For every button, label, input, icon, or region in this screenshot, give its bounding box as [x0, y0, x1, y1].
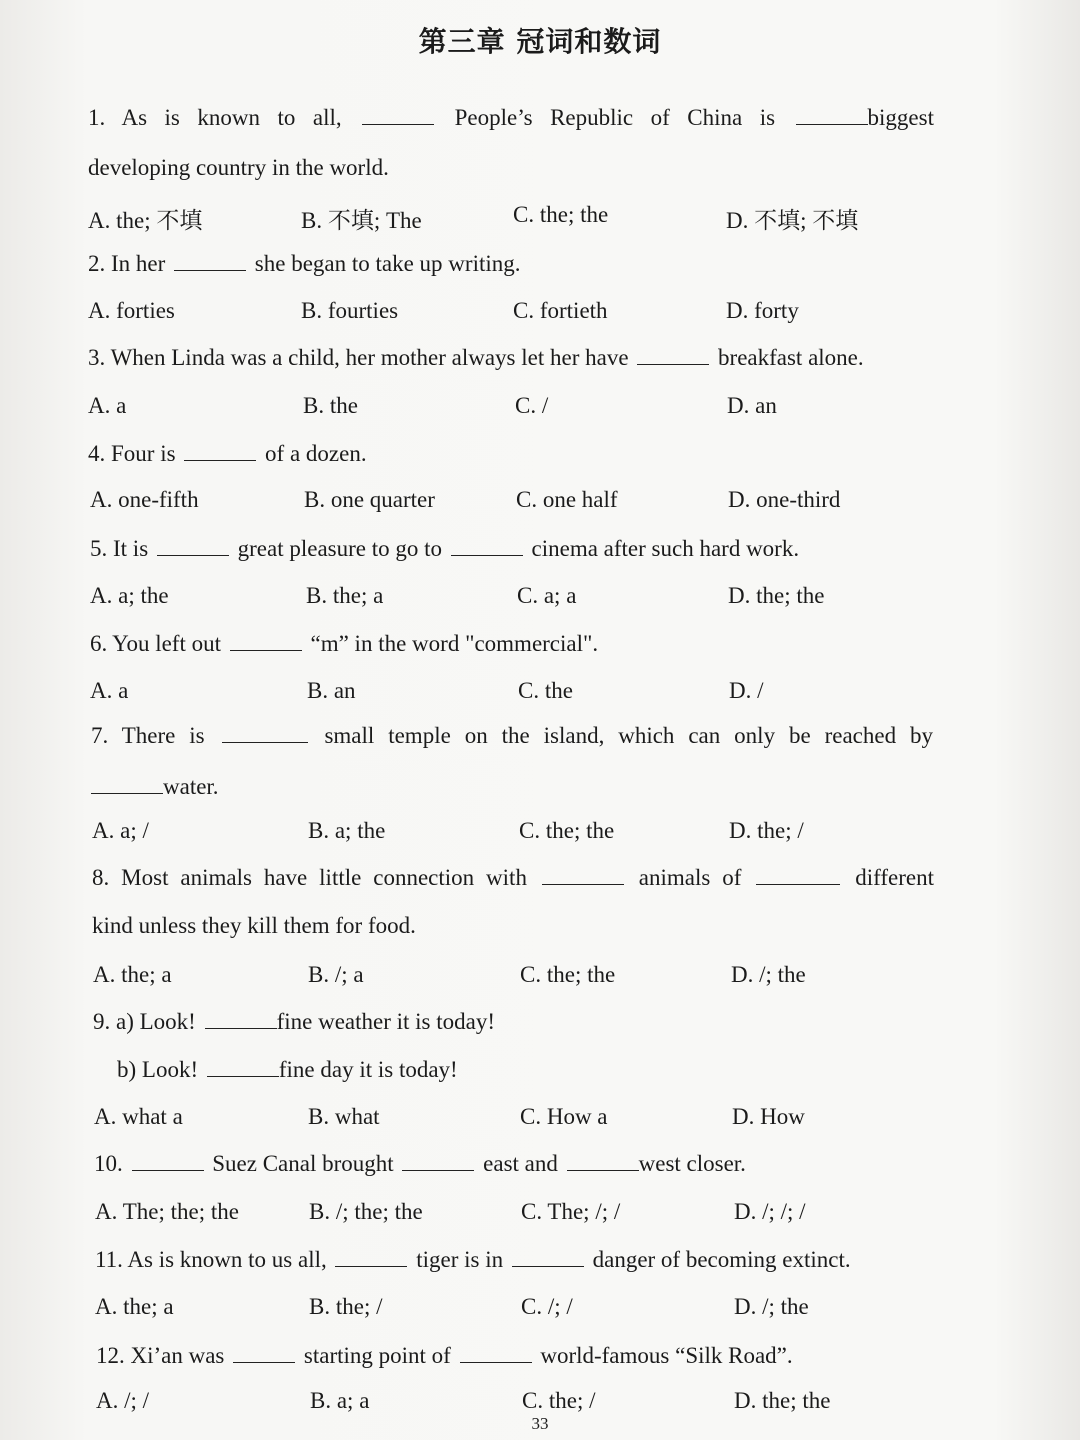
option-c[interactable]: C. The; /; / — [521, 1199, 621, 1224]
question-text: world-famous “Silk Road”. — [540, 1343, 793, 1368]
question-text: starting point of — [303, 1343, 451, 1368]
question-8-line-2: kind unless they kill them for food. — [92, 913, 416, 938]
question-text: 3. When Linda was a child, her mother always let her have — [88, 345, 629, 370]
question-text: 6. You left out — [90, 631, 221, 656]
option-d[interactable]: D. one-third — [728, 487, 841, 512]
option-c[interactable]: C. How a — [520, 1104, 608, 1129]
option-a[interactable]: A. a; / — [92, 818, 149, 843]
question-text: 1. As is known to all, — [88, 105, 342, 130]
answer-blank[interactable] — [132, 1150, 204, 1171]
question-text: fine day it is today! — [278, 1057, 458, 1082]
question-text: tiger is in — [416, 1247, 504, 1272]
question-1-line-1 — [88, 104, 934, 131]
option-d[interactable]: D. /; the — [734, 1294, 809, 1319]
option-d[interactable]: D. the; / — [729, 818, 804, 843]
question-8-line-1 — [92, 864, 934, 891]
answer-blank[interactable] — [796, 104, 868, 125]
option-c[interactable]: C. /; / — [521, 1294, 573, 1319]
answer-blank[interactable] — [460, 1342, 532, 1363]
option-a[interactable]: A. the; a — [93, 962, 172, 987]
answer-blank[interactable] — [233, 1342, 295, 1363]
option-c[interactable]: C. the; the — [519, 818, 615, 843]
option-b[interactable]: B. what — [308, 1104, 380, 1129]
option-a[interactable]: A. one-fifth — [90, 487, 199, 512]
answer-blank[interactable] — [230, 630, 302, 651]
question-text: People’s Republic of China is — [454, 105, 776, 130]
option-b[interactable]: B. the — [303, 393, 358, 418]
answer-blank[interactable] — [174, 250, 246, 271]
option-d[interactable]: D. forty — [726, 298, 799, 323]
question-text: animals of — [638, 865, 742, 890]
option-d[interactable]: D. the; the — [728, 583, 825, 608]
question-2 — [88, 250, 521, 277]
option-a[interactable]: A. forties — [88, 298, 175, 323]
option-d[interactable]: D. /; the — [731, 962, 806, 987]
question-text: 7. There is — [91, 723, 205, 748]
answer-blank[interactable] — [451, 535, 523, 556]
option-b[interactable]: B. a; a — [310, 1388, 370, 1413]
question-text: great pleasure to go to — [237, 536, 443, 561]
option-a[interactable]: A. a — [88, 393, 127, 418]
question-text: east and — [483, 1151, 558, 1176]
question-text: west closer. — [638, 1151, 746, 1176]
option-b[interactable]: B. the; / — [309, 1294, 383, 1319]
question-6 — [90, 630, 598, 657]
question-1-line-2: developing country in the world. — [88, 155, 389, 180]
answer-blank[interactable] — [91, 773, 163, 794]
question-text: Suez Canal brought — [212, 1151, 394, 1176]
option-b[interactable]: B. one quarter — [304, 487, 435, 512]
option-c[interactable]: C. the; the — [520, 962, 616, 987]
question-text: breakfast alone. — [718, 345, 864, 370]
question-text: biggest — [867, 105, 934, 130]
question-text: 8. Most animals have little connection with — [92, 865, 527, 890]
question-10 — [94, 1150, 746, 1177]
question-text: small temple on the island, which can only be reached by — [324, 723, 933, 748]
option-b[interactable]: B. a; the — [308, 818, 386, 843]
option-b[interactable]: B. fourties — [301, 298, 399, 323]
question-text: 9. a) Look! — [93, 1009, 196, 1034]
option-a[interactable]: A. what a — [94, 1104, 183, 1129]
option-a[interactable]: A. the; 不填 — [88, 208, 203, 233]
option-a[interactable]: A. The; the; the — [95, 1199, 239, 1224]
question-text: danger of becoming extinct. — [592, 1247, 851, 1272]
option-c[interactable]: C. the — [518, 678, 573, 703]
option-a[interactable]: A. the; a — [95, 1294, 174, 1319]
question-text: 10. — [94, 1151, 123, 1176]
option-d[interactable]: D. an — [727, 393, 777, 418]
option-d[interactable]: D. 不填; 不填 — [726, 208, 859, 233]
question-text: “m” in the word "commercial". — [310, 631, 599, 656]
question-11 — [95, 1246, 851, 1273]
answer-blank[interactable] — [222, 722, 308, 743]
question-5 — [90, 535, 799, 562]
question-text: 4. Four is — [88, 441, 176, 466]
answer-blank[interactable] — [756, 864, 840, 885]
question-text: 2. In her — [88, 251, 166, 276]
answer-blank[interactable] — [184, 440, 256, 461]
option-a[interactable]: A. a — [90, 678, 129, 703]
answer-blank[interactable] — [157, 535, 229, 556]
chapter-title: 第三章 冠词和数词 — [418, 25, 662, 58]
option-d[interactable]: D. / — [729, 678, 764, 703]
option-c[interactable]: C. the; the — [513, 202, 609, 227]
option-c[interactable]: C. / — [515, 393, 549, 418]
option-c[interactable]: C. one half — [516, 487, 618, 512]
option-b[interactable]: B. the; a — [306, 583, 384, 608]
question-text: fine weather it is today! — [276, 1009, 495, 1034]
option-a[interactable]: A. a; the — [90, 583, 169, 608]
option-b[interactable]: B. /; the; the — [309, 1199, 423, 1224]
question-text: cinema after such hard work. — [531, 536, 800, 561]
answer-blank[interactable] — [542, 864, 624, 885]
option-b[interactable]: B. /; a — [308, 962, 364, 987]
page-number: 33 — [531, 1414, 549, 1433]
question-text: different — [855, 865, 935, 890]
question-text: of a dozen. — [265, 441, 367, 466]
question-4 — [88, 440, 367, 467]
answer-blank[interactable] — [637, 344, 709, 365]
answer-blank[interactable] — [205, 1008, 277, 1029]
question-text: 11. As is known to us all, — [95, 1247, 327, 1272]
answer-blank[interactable] — [512, 1246, 584, 1267]
option-d[interactable]: D. the; the — [734, 1388, 831, 1413]
option-b[interactable]: B. 不填; The — [301, 208, 422, 233]
option-a[interactable]: A. /; / — [96, 1388, 150, 1413]
answer-blank[interactable] — [567, 1150, 639, 1171]
option-b[interactable]: B. an — [307, 678, 356, 703]
option-c[interactable]: C. the; / — [522, 1388, 596, 1413]
question-7-line-1 — [91, 722, 933, 749]
question-text: 12. Xi’an was — [96, 1343, 225, 1368]
question-3 — [88, 344, 864, 371]
question-text: she began to take up writing. — [254, 251, 521, 276]
option-c[interactable]: C. fortieth — [513, 298, 608, 323]
question-text: 5. It is — [90, 536, 149, 561]
question-text: b) Look! — [117, 1057, 199, 1082]
question-text: water. — [163, 774, 219, 799]
question-9b — [117, 1056, 458, 1083]
option-d[interactable]: D. /; /; / — [734, 1199, 806, 1224]
question-12 — [96, 1342, 793, 1369]
answer-blank[interactable] — [402, 1150, 474, 1171]
question-9a — [93, 1008, 495, 1035]
option-c[interactable]: C. a; a — [517, 583, 577, 608]
answer-blank[interactable] — [335, 1246, 407, 1267]
answer-blank[interactable] — [362, 104, 434, 125]
question-7-line-2 — [91, 773, 219, 800]
option-d[interactable]: D. How — [732, 1104, 805, 1129]
answer-blank[interactable] — [207, 1056, 279, 1077]
